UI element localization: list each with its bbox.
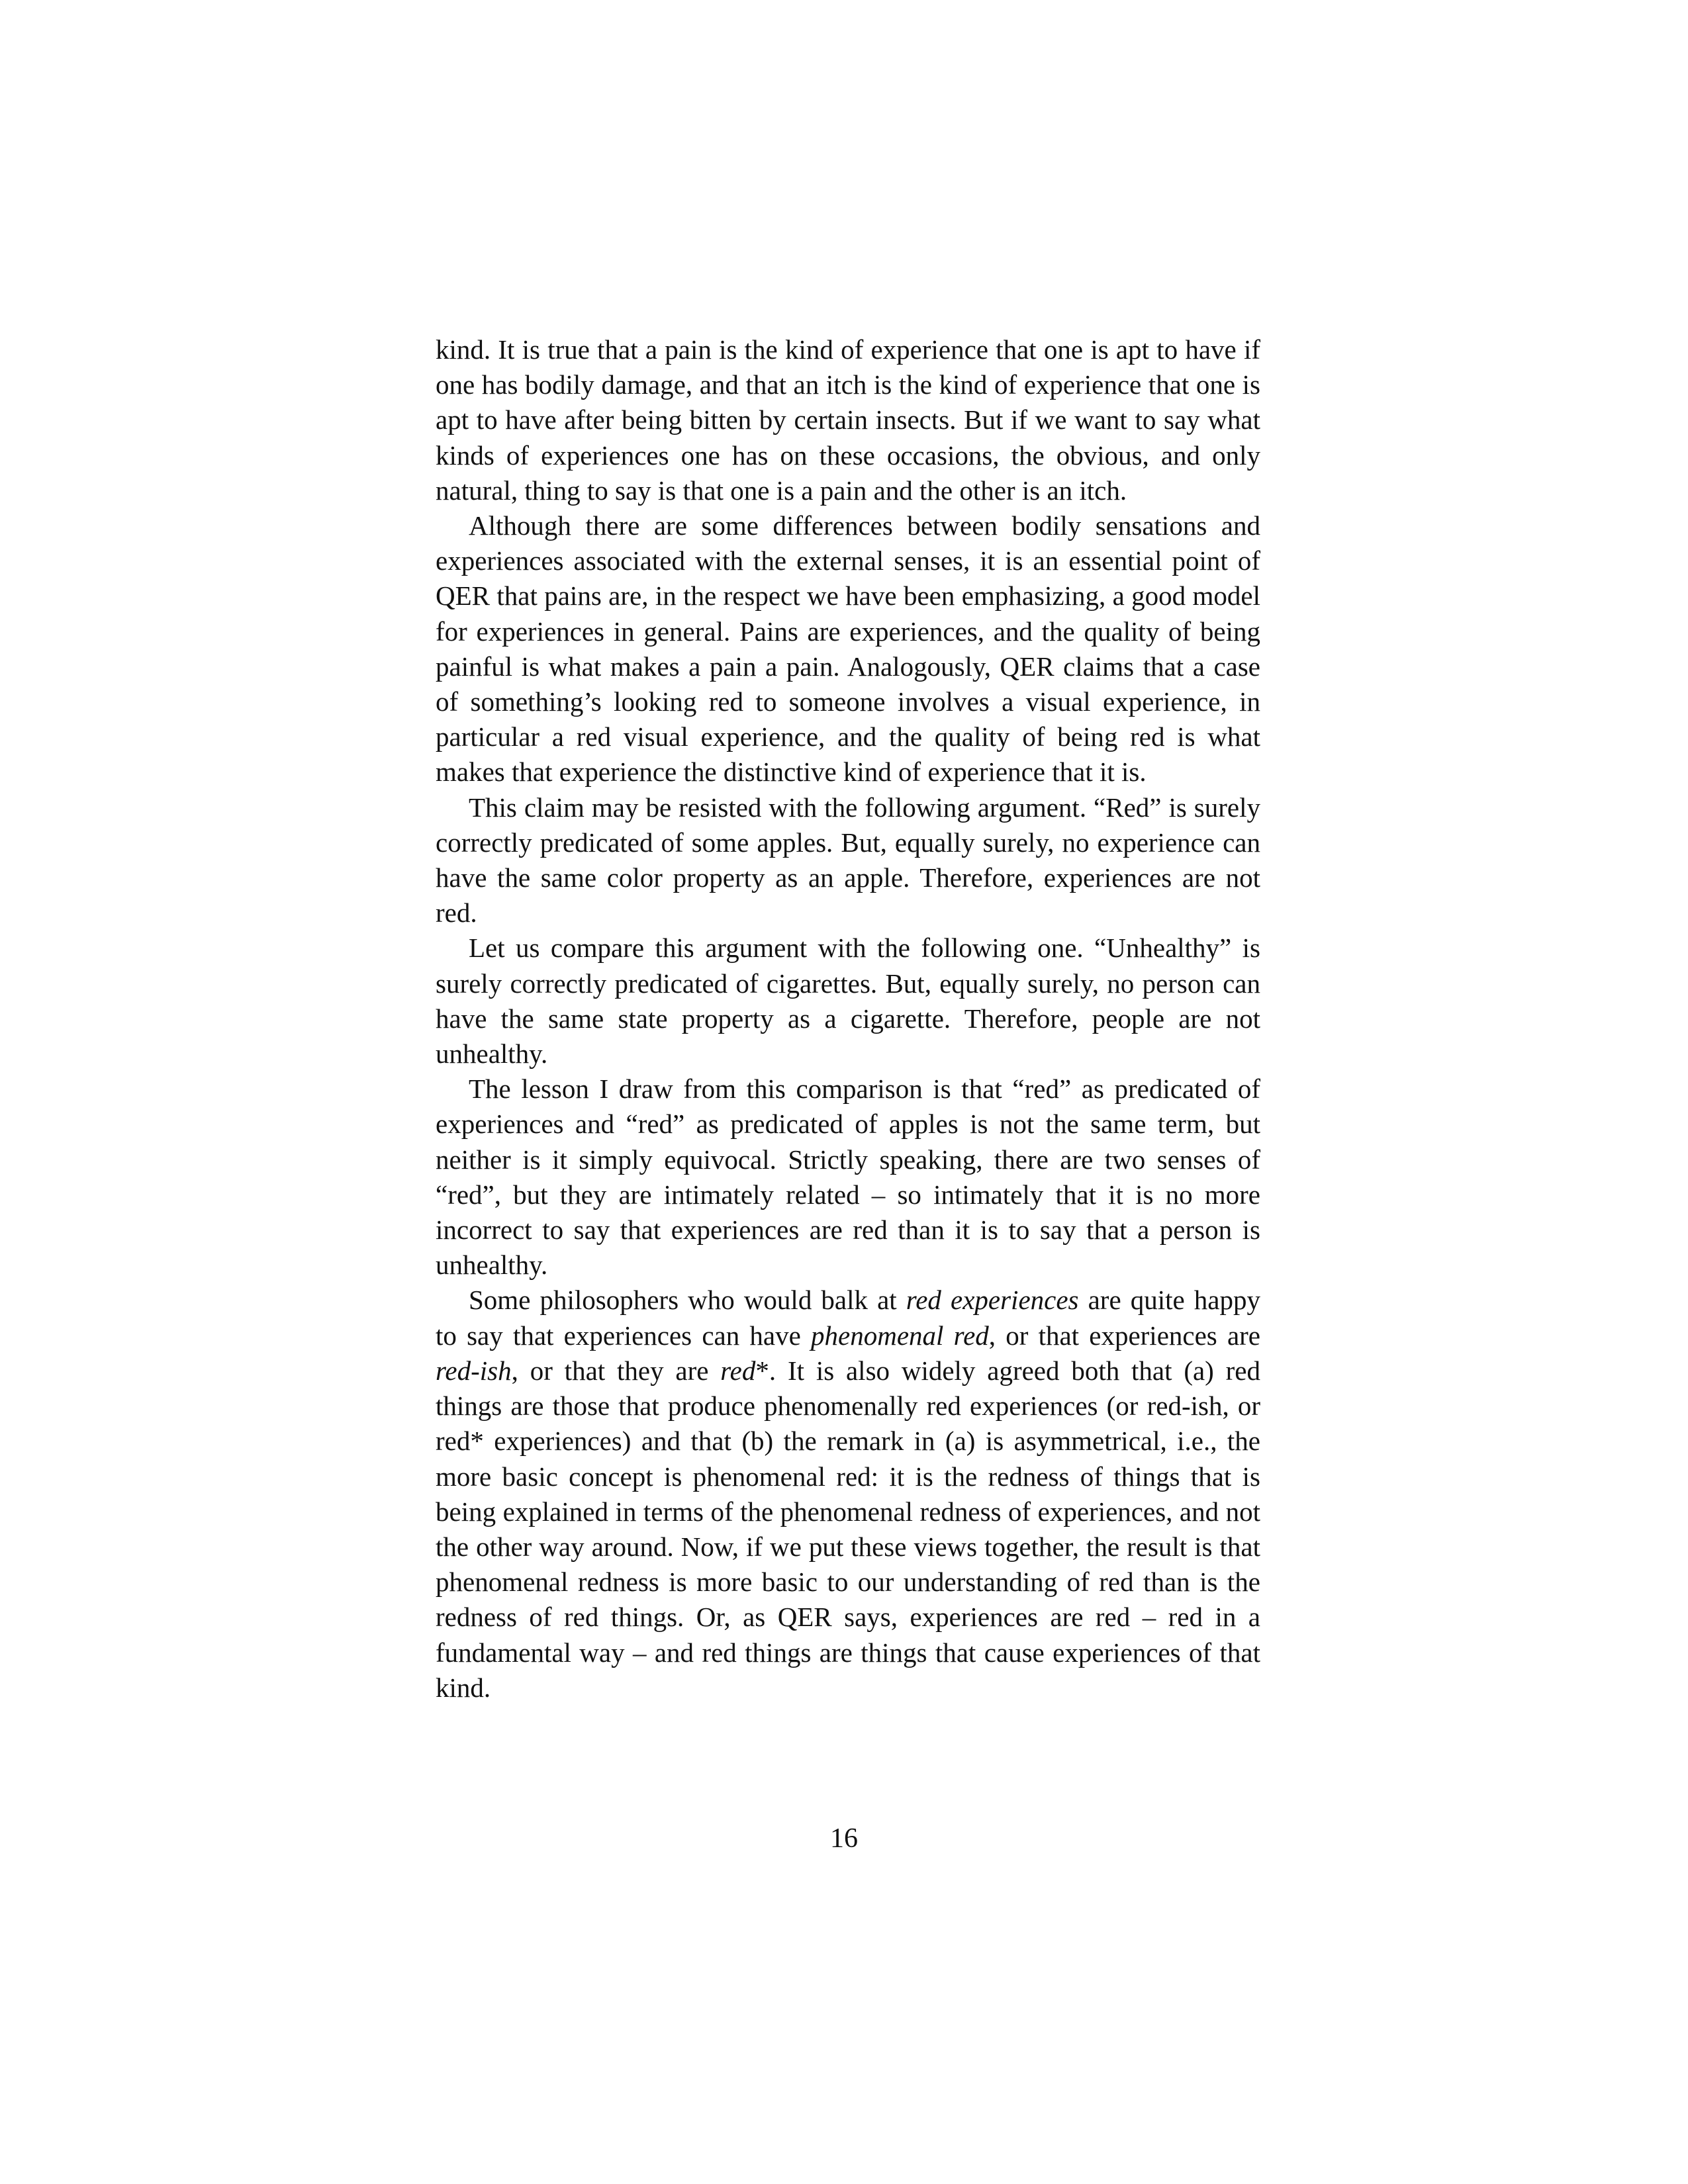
paragraph [436,1283,1260,1705]
paragraph-text: This claim may be resisted with the following argument. “Red” is surely correctly predicated of some apples. But, equally surely, no experience can have the same color property as an apple. Therefore, experiences are not red. [436,792,1260,929]
paragraph [436,332,1260,508]
paragraph-text: Although there are some differences between bodily sensations and experiences associated with the external senses, it is an essential point of QER that pains are, in the respect we have been emphasizing, a good model for experiences in general. Pains are experiences, and the quality of being painful is what makes a pain a pain. Analogously, QER claims that a case of something’s looking red to someone involves a visual experience, in particular a red visual experience, and the quality of being red is what makes that experience the distinctive kind of experience that it is. [436,510,1260,788]
paragraph-text: Some philosophers who would balk at [469,1285,906,1316]
paragraph [436,508,1260,790]
italic-term: phenomenal red [811,1320,989,1351]
paragraph [436,1071,1260,1283]
paragraph-text: *. It is also widely agreed both that (a) red things are those that produce phenomenally red experiences (or red-ish, or red* experiences) and that (b) the remark in (a) is asymmetrical, i.e., the more basic concept is phenomenal red: it is the redness of things that is being explained in terms of the phenomenal redness of experiences, and not the other way around. Now, if we put these views together, the result is that phenomenal redness is more basic to our understanding of red than is the redness of red things. Or, as QER says, experiences are red – red in a fundamental way – and red things are things that cause experiences of that kind. [436,1355,1260,1703]
body-text [436,332,1260,1706]
italic-term: red [720,1355,756,1386]
paragraph [436,790,1260,931]
paragraph-text: , or that experiences are [988,1320,1260,1351]
paragraph-text: Let us compare this argument with the following one. “Unhealthy” is surely correctly predicated of cigarettes. But, equally surely, no person can have the same state property as a cigarette. Therefore, people are not unhealthy. [436,933,1260,1069]
paragraph-text: , or that they are [511,1355,721,1386]
italic-term: red-ish [436,1355,512,1386]
paragraph-text: The lesson I draw from this comparison is that “red” as predicated of experiences and “red” as predicated of apples is not the same term, but neither is it simply equivocal. Strictly speaking, there are two senses of “red”, but they are intimately related – so intimately that it is no more incorrect to say that experiences are red than it is to say that a person is unhealthy. [436,1073,1260,1281]
italic-term: red experiences [906,1285,1079,1316]
paragraph-text: kind. It is true that a pain is the kind of experience that one is apt to have if one has bodily damage, and that an itch is the kind of experience that one is apt to have after being bitten by certain insects. But if we want to say what kinds of experiences one has on these occasions, the obvious, and only natural, thing to say is that one is a pain and the other is an itch. [436,334,1260,506]
paragraph [436,931,1260,1071]
paragraph-text: are quite happy to say that experiences can have [436,1285,1260,1351]
page-number: 16 [830,1823,858,1854]
